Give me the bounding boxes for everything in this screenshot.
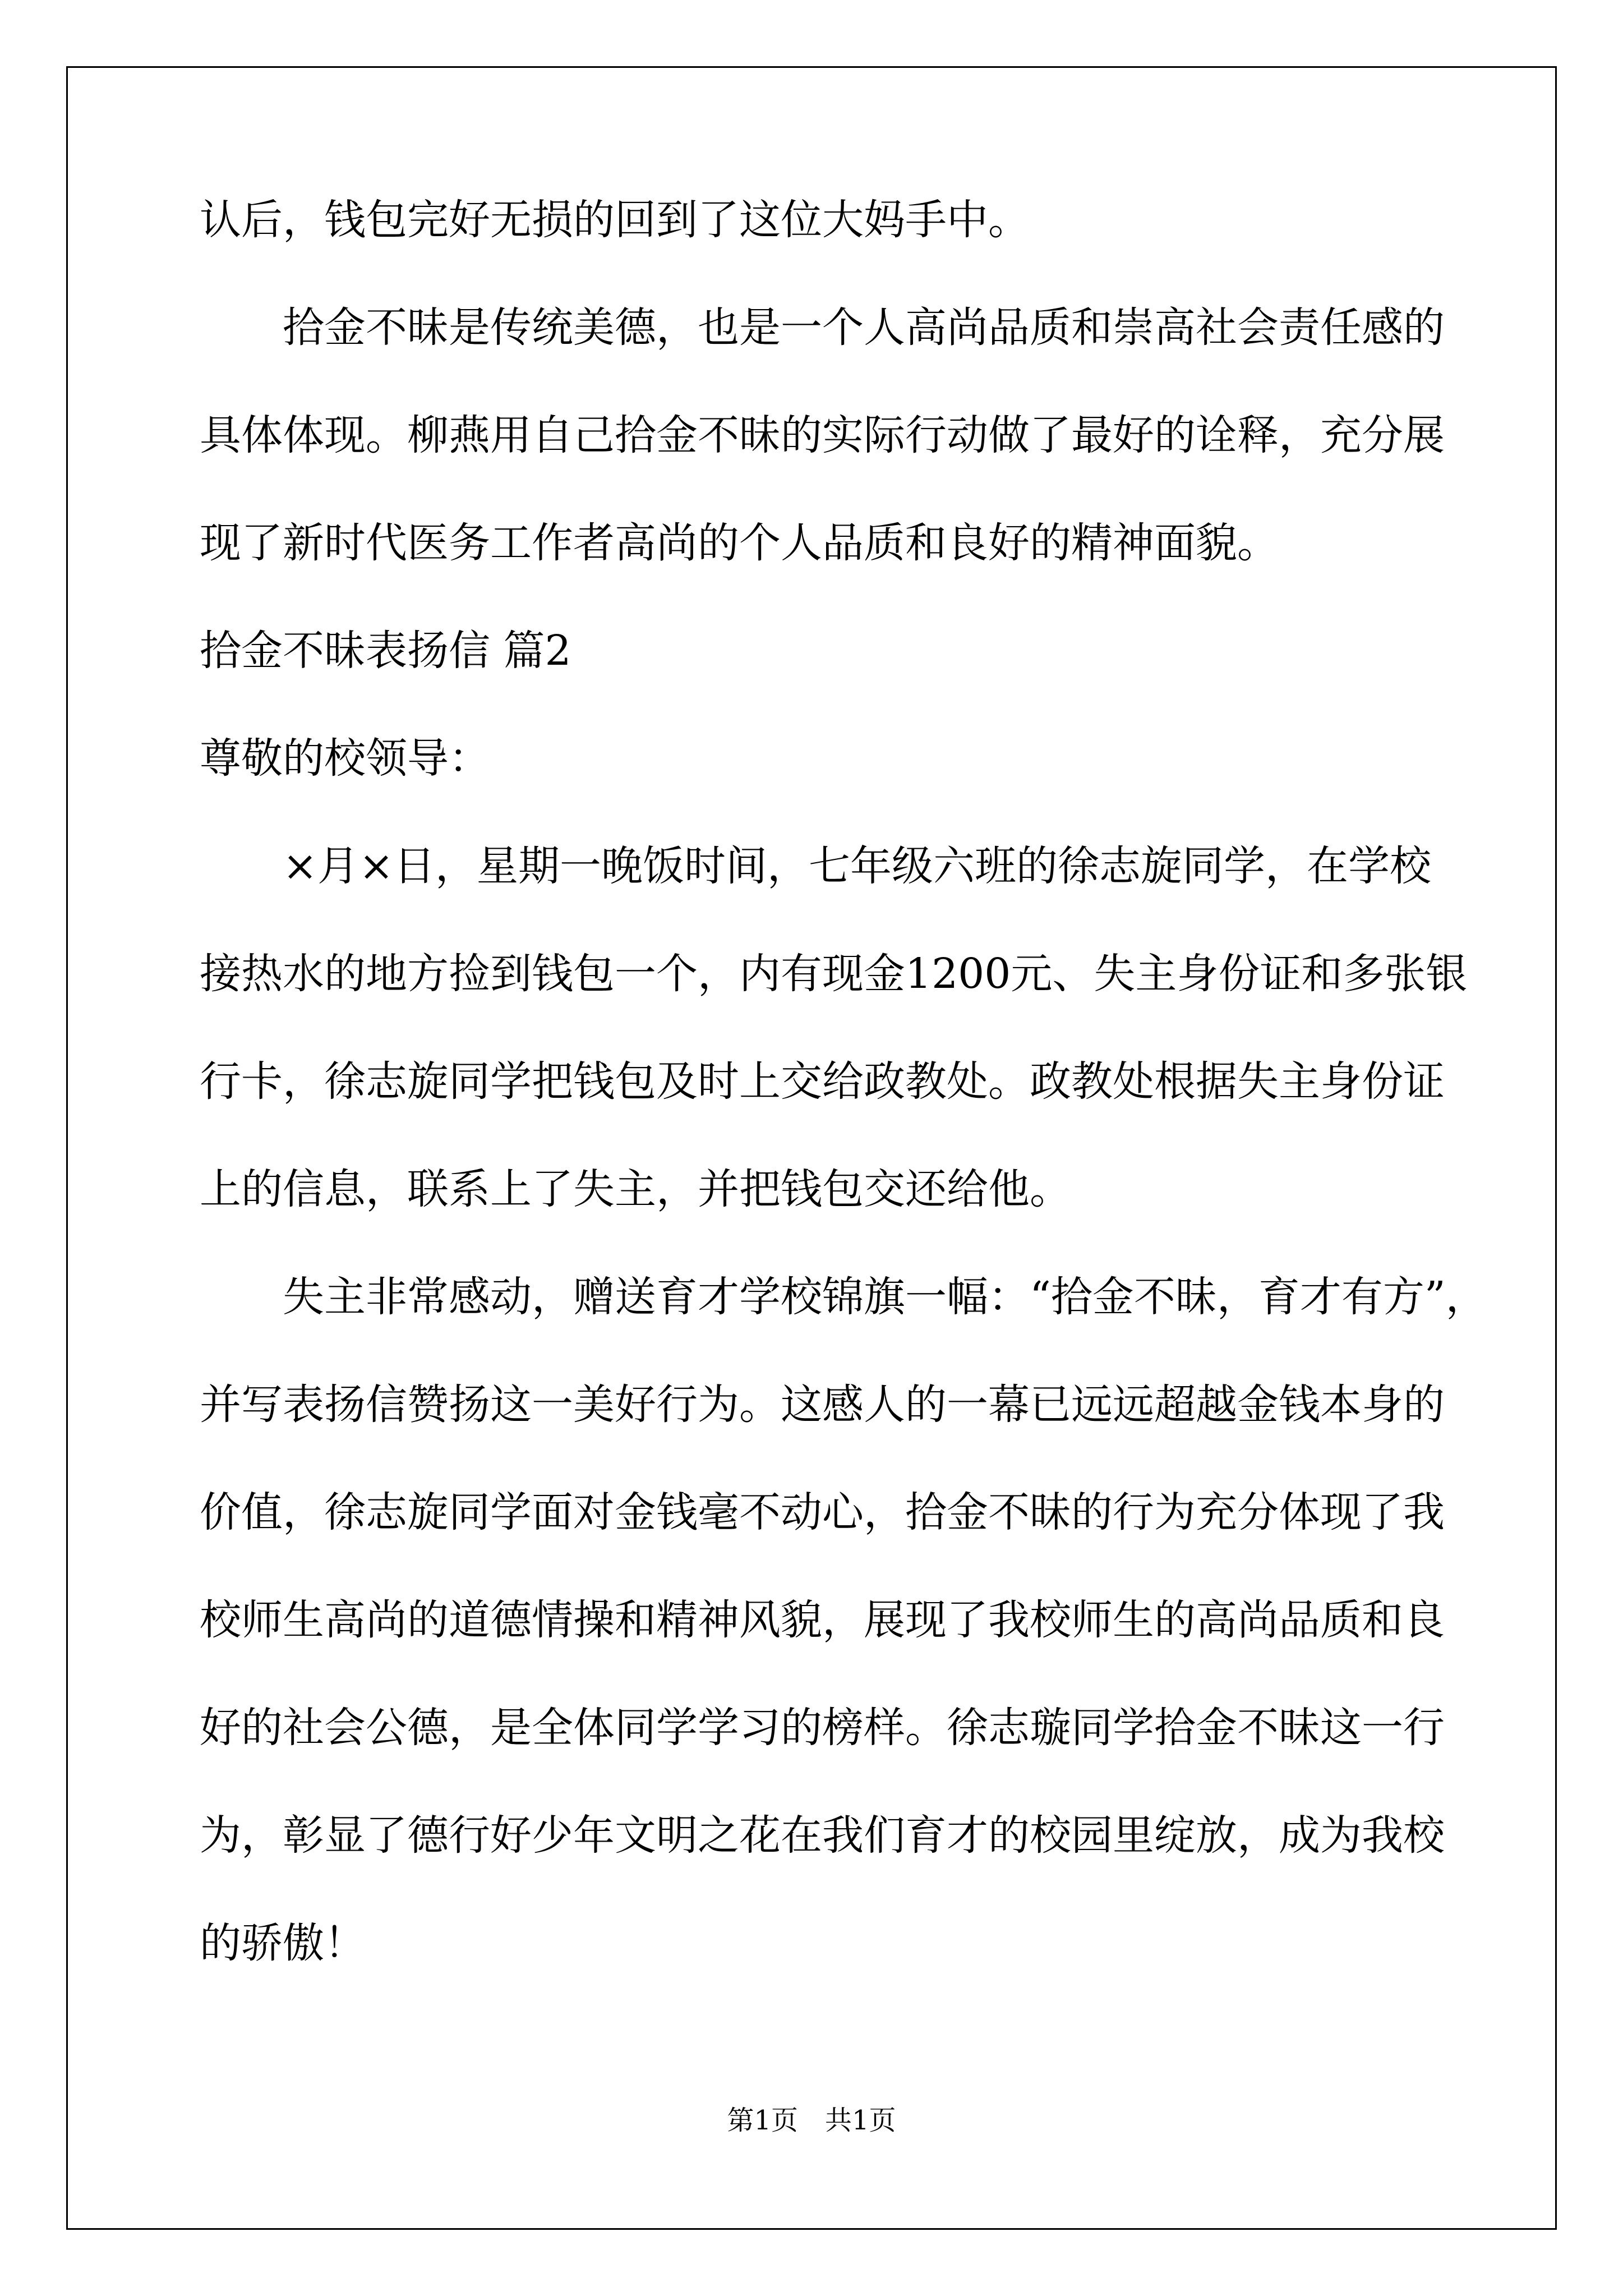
- text-line: 为，彰显了德行好少年文明之花在我们育才的校园里绽放，成为我校: [200, 1811, 1445, 1860]
- text-line: 好的社会公德，是全体同学学习的榜样。徐志璇同学拾金不昧这一行: [200, 1704, 1445, 1752]
- page-border: [66, 66, 1557, 2230]
- text-line: 接热水的地方捡到钱包一个，内有现金1200元、失主身份证和多张银: [200, 950, 1468, 998]
- text-line: 拾金不昧是传统美德，也是一个人高尚品质和崇高社会责任感的: [283, 303, 1445, 352]
- text-line: 校师生高尚的道德情操和精神风貌，展现了我校师生的高尚品质和良: [200, 1596, 1445, 1644]
- text-line: 并写表扬信赞扬这一美好行为。这感人的一幕已远远超越金钱本身的: [200, 1381, 1445, 1429]
- text-line: 行卡，徐志旋同学把钱包及时上交给政教处。政教处根据失主身份证: [200, 1057, 1445, 1106]
- text-line: 的骄傲！: [200, 1919, 366, 1967]
- text-line: ×月×日，星期一晚饭时间，七年级六班的徐志旋同学，在学校: [283, 842, 1432, 890]
- text-line: 上的信息，联系上了失主，并把钱包交还给他。: [200, 1165, 1071, 1213]
- text-line: 认后，钱包完好无损的回到了这位大妈手中。: [200, 196, 1030, 244]
- section-heading: 拾金不昧表扬信 篇2: [200, 627, 571, 675]
- text-line: 失主非常感动，赠送育才学校锦旗一幅：“拾金不昧，育才有方”，: [283, 1273, 1487, 1321]
- page-footer: 第1页 共1页: [727, 2105, 896, 2136]
- salutation: 尊敬的校领导：: [200, 734, 490, 783]
- text-line: 价值，徐志旋同学面对金钱毫不动心，拾金不昧的行为充分体现了我: [200, 1488, 1445, 1536]
- text-line: 现了新时代医务工作者高尚的个人品质和良好的精神面貌。: [200, 519, 1279, 567]
- text-line: 具体体现。柳燕用自己拾金不昧的实际行动做了最好的诠释，充分展: [200, 411, 1445, 459]
